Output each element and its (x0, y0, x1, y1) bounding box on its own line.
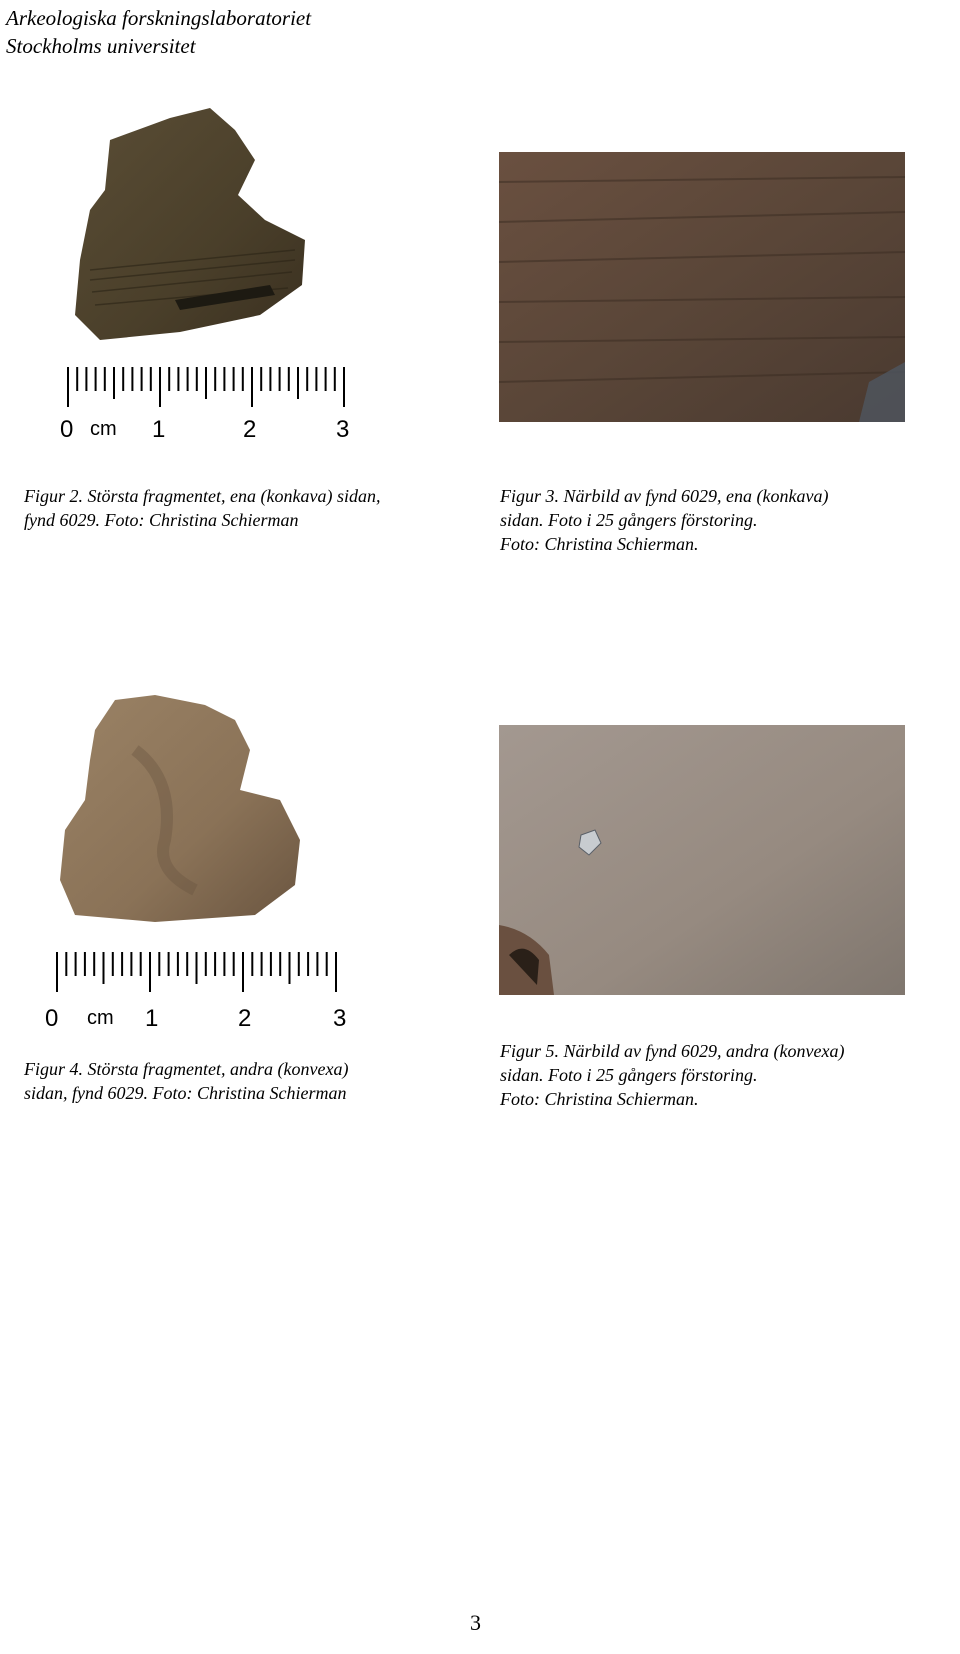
caption-line: Figur 5. Närbild av fynd 6029, andra (konvexa) (500, 1041, 845, 1061)
figure-5-caption (500, 1039, 844, 1111)
scale-label-2: 2 (238, 1005, 252, 1030)
scale-label-0: 0 (45, 1005, 59, 1030)
figure-2-photo (60, 100, 320, 350)
scale-label-1: 1 (145, 1005, 159, 1030)
caption-line: Figur 4. Största fragmentet, andra (konvexa) (24, 1059, 349, 1079)
page-number: 3 (470, 1610, 481, 1635)
figure-5-photo (499, 725, 905, 995)
caption-line: Foto: Christina Schierman. (500, 534, 699, 554)
scale-label-3: 3 (333, 1005, 347, 1030)
caption-line: sidan. Foto i 25 gångers förstoring. (500, 1065, 758, 1085)
scale-label-1: 1 (152, 416, 166, 443)
figure-4-photo (55, 690, 315, 930)
caption-line: Figur 2. Största fragmentet, ena (konkava) sidan, (24, 486, 381, 506)
figure-3-photo (499, 152, 905, 422)
header-institution: Arkeologiska forskningslaboratoriet (6, 6, 312, 30)
scale-label-cm: cm (87, 1007, 114, 1029)
scale-label-3: 3 (336, 416, 350, 443)
scale-label-2: 2 (243, 416, 257, 443)
figure-4-scale-bar (45, 950, 355, 1030)
caption-line: Figur 3. Närbild av fynd 6029, ena (konkava) (500, 486, 829, 506)
caption-line: sidan, fynd 6029. Foto: Christina Schierman (24, 1083, 347, 1103)
caption-line: sidan. Foto i 25 gångers förstoring. (500, 510, 758, 530)
figure-2-caption (24, 484, 380, 532)
figure-3-caption (500, 484, 828, 556)
scale-label-cm: cm (90, 418, 117, 440)
figure-2-scale-bar (60, 365, 360, 445)
caption-line: Foto: Christina Schierman. (500, 1089, 699, 1109)
scale-label-0: 0 (60, 416, 74, 443)
caption-line: fynd 6029. Foto: Christina Schierman (24, 510, 299, 530)
header-university: Stockholms universitet (6, 34, 196, 58)
header (6, 4, 311, 60)
figure-4-caption (24, 1057, 348, 1105)
